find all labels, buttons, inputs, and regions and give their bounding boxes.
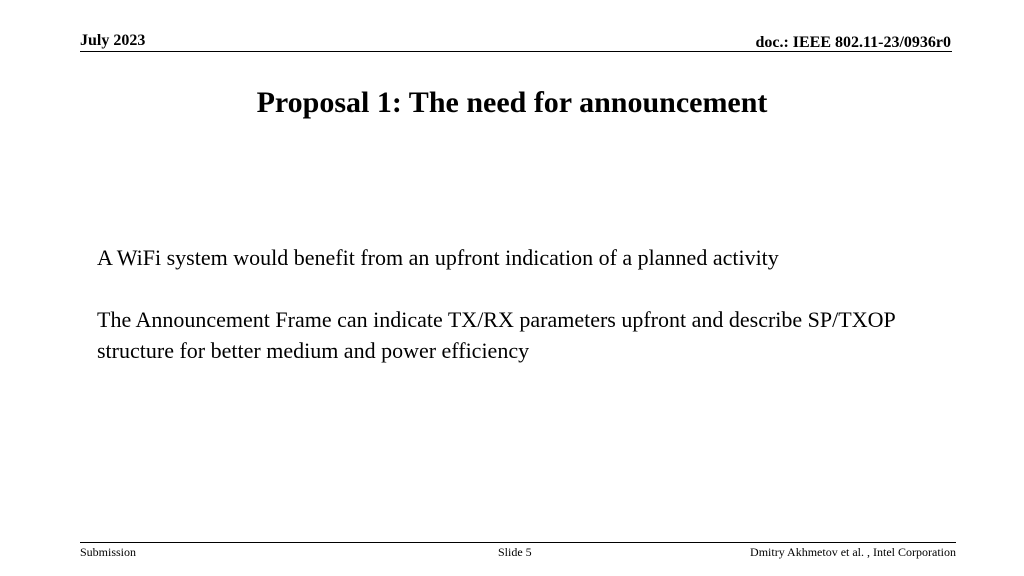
- footer-author: Dmitry Akhmetov et al. , Intel Corporation: [750, 545, 956, 559]
- slide-title: Proposal 1: The need for announcement: [256, 86, 768, 119]
- footer-submission: Submission: [80, 545, 137, 559]
- footer-slide-number: Slide 5: [498, 545, 532, 559]
- body-paragraph-1: A WiFi system would benefit from an upfront indication of a planned activity: [97, 245, 779, 270]
- header-rule: [80, 51, 952, 52]
- paragraph-spacer: [97, 273, 957, 304]
- body-paragraph-2: The Announcement Frame can indicate TX/RX parameters upfront and describe SP/TXOP structure for better medium and power efficiency: [97, 307, 895, 363]
- header-date: July 2023: [80, 32, 146, 49]
- header-doc-id: doc.: IEEE 802.11-23/0936r0: [755, 34, 951, 51]
- footer-rule: [80, 542, 956, 543]
- slide-body: [97, 242, 957, 366]
